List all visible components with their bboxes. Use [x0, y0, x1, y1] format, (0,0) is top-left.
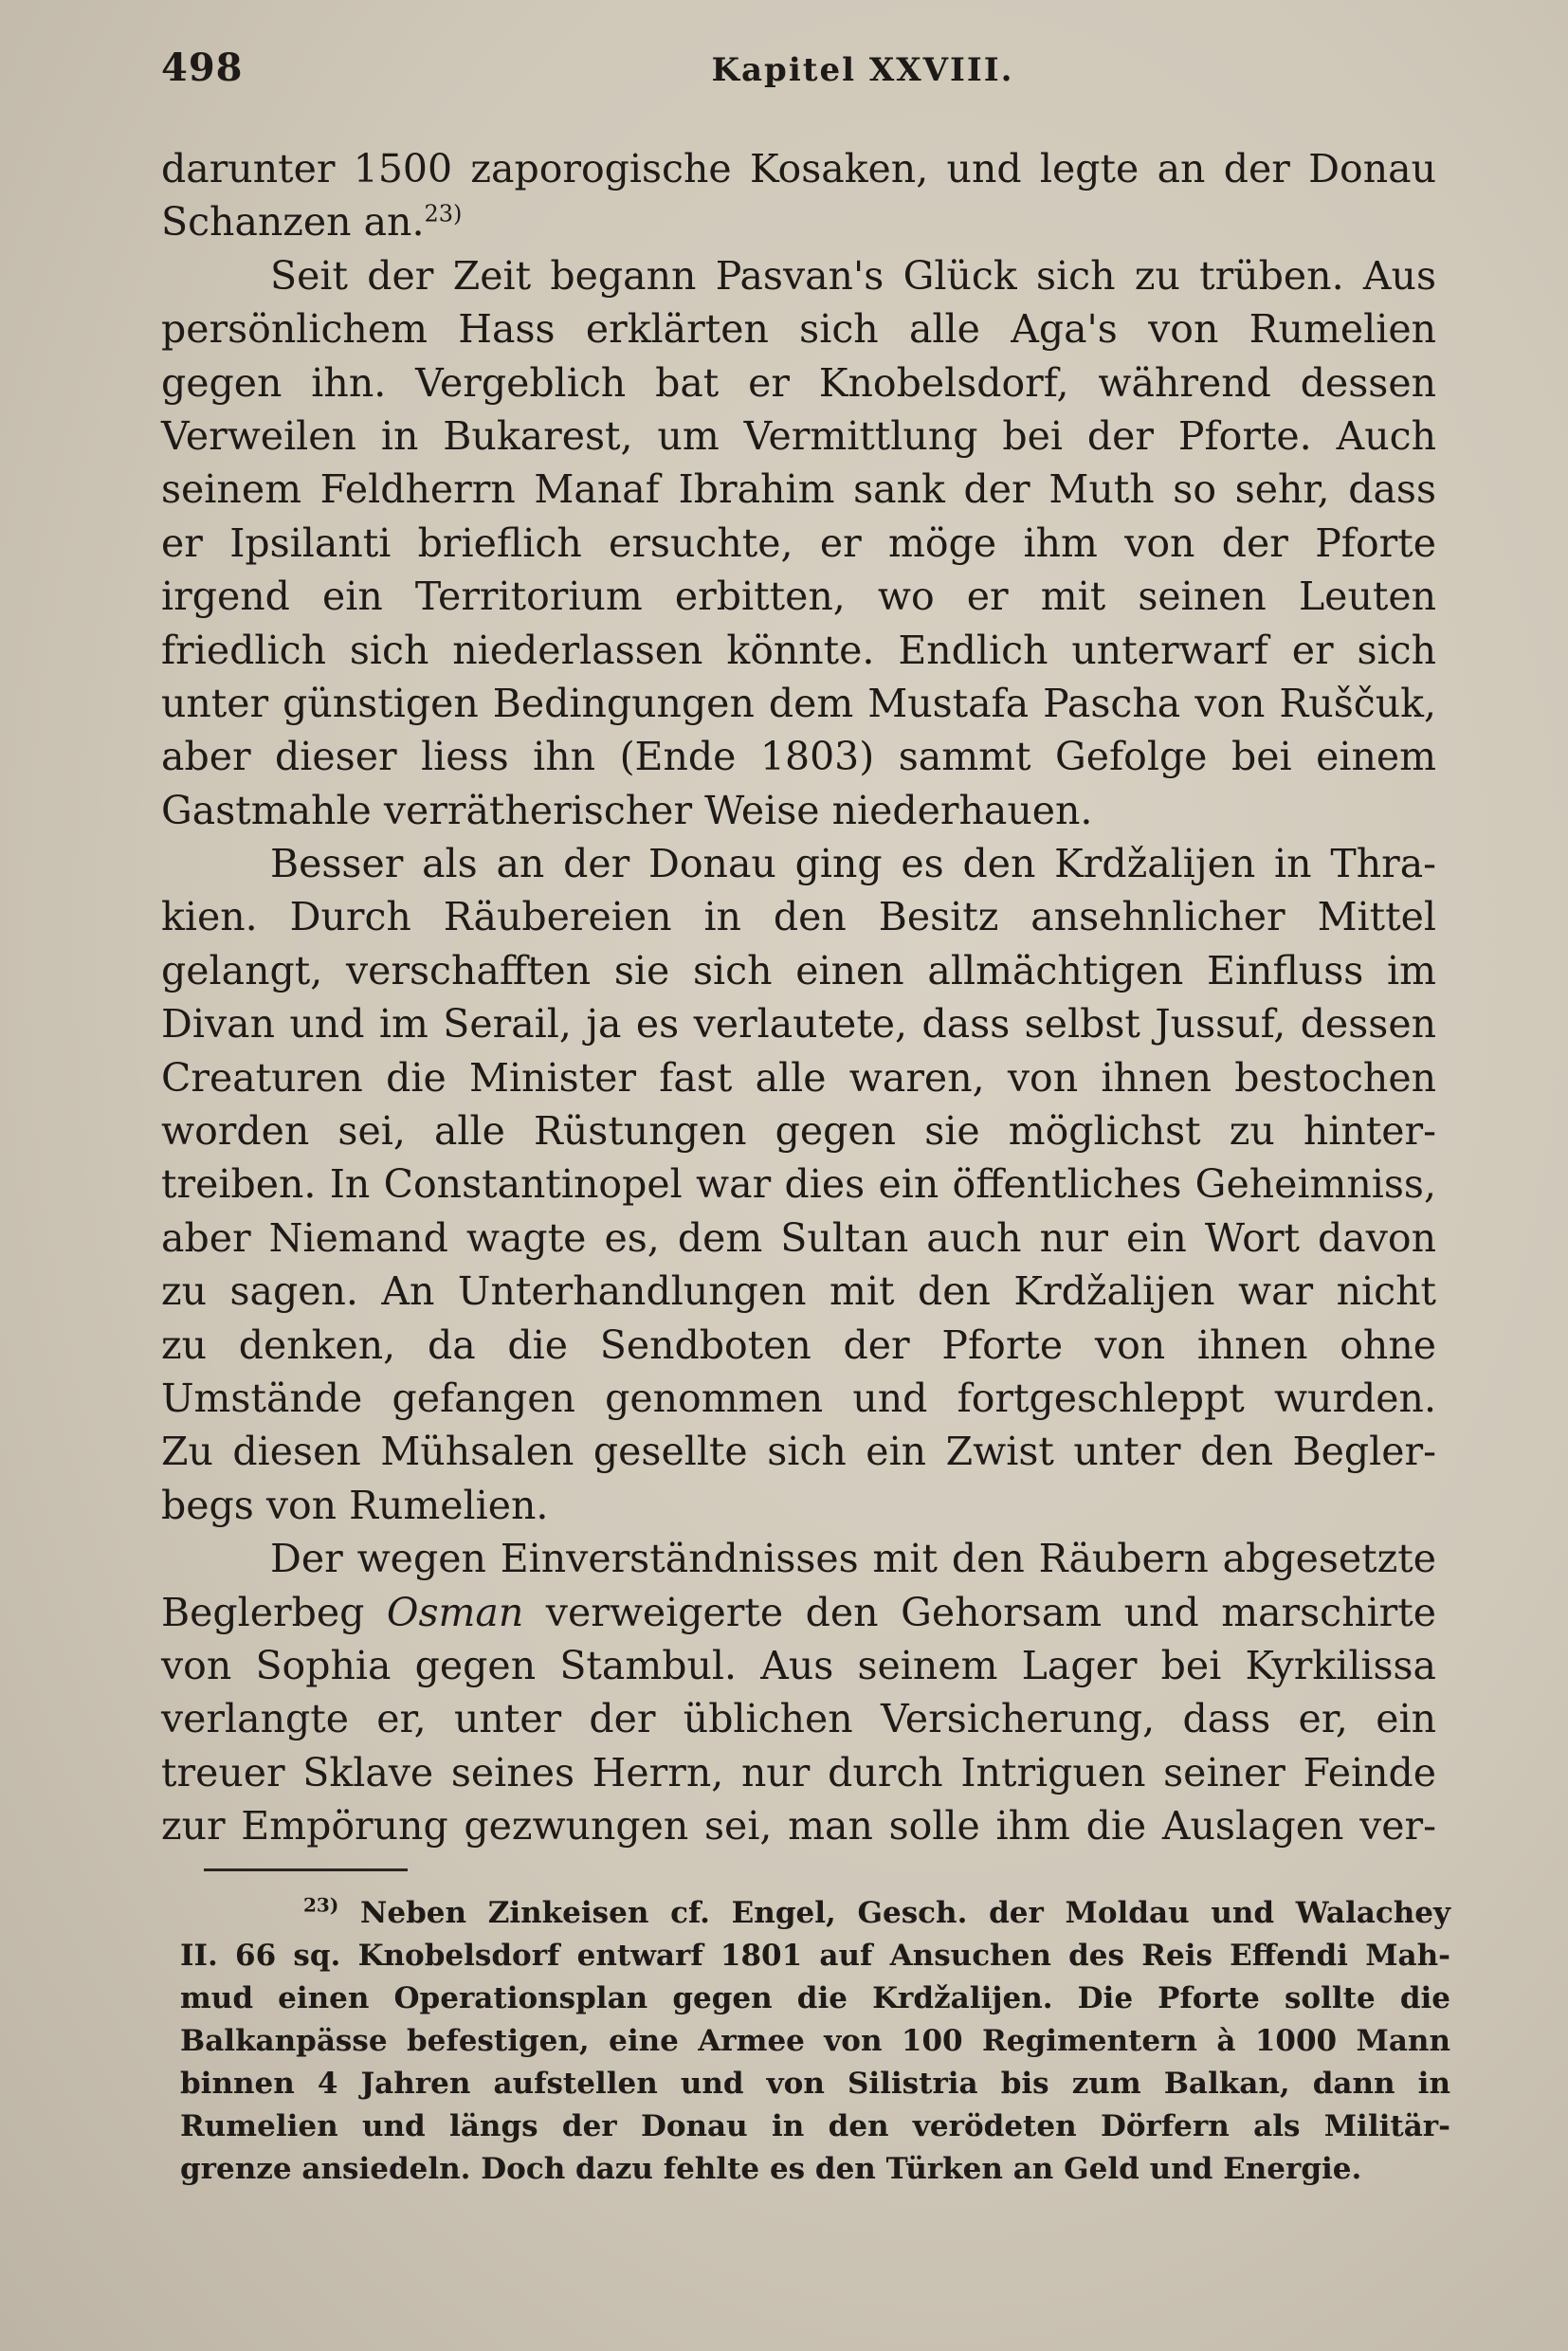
text-line: Verweilen in Bukarest, um Vermittlung bei der Pforte. Auch — [161, 412, 1436, 459]
footnote-ref: 23) — [424, 200, 463, 228]
text-line: zu sagen. An Unterhandlungen mit den Krdžalijen war nicht — [161, 1268, 1436, 1315]
footnote-line: Balkanpässe befestigen, eine Armee von 100 Regimentern à 1000 Mann — [180, 2024, 1450, 2058]
text-line: Umstände gefangen genommen und fortgeschleppt wurden. — [161, 1375, 1436, 1421]
text-line: darunter 1500 zaporogische Kosaken, und legte an der Donau — [161, 146, 1436, 191]
footnote-marker: 23) — [303, 1893, 339, 1917]
text-line: Besser als an der Donau ging es den Krdžalijen in Thra- — [270, 841, 1436, 887]
text-line: worden sei, alle Rüstungen gegen sie möglichst zu hinter- — [161, 1108, 1436, 1155]
page-header — [161, 46, 1422, 102]
text-fragment: Schanzen an. — [161, 199, 425, 246]
text-line: gelangt, verschafften sie sich einen allmächtigen Einfluss im — [161, 947, 1436, 993]
footnote-divider — [204, 1868, 408, 1871]
text-line: von Sophia gegen Stambul. Aus seinem Lager bei Kyrkilissa — [161, 1642, 1436, 1688]
text-line: Creaturen die Minister fast alle waren, von ihnen bestochen — [161, 1054, 1436, 1101]
text-line: Divan und im Serail, ja es verlautete, dass selbst Jussuf, dessen — [161, 1001, 1436, 1048]
text-line: unter günstigen Bedingungen dem Mustafa Pascha von Ruščuk, — [161, 680, 1436, 726]
text-line — [161, 195, 1436, 248]
text-fragment: verweigerte den Gehorsam und marschirte — [545, 1589, 1436, 1635]
footnote-line: Rumelien und längs der Donau in den verödeten Dörfern als Militär- — [180, 2109, 1450, 2143]
text-line: irgend ein Territorium erbitten, wo er mit seinen Leuten — [161, 574, 1436, 620]
text-line: gegen ihn. Vergeblich bat er Knobelsdorf, während dessen — [161, 359, 1436, 406]
text-line: aber dieser liess ihn (Ende 1803) sammt Gefolge bei einem — [161, 734, 1436, 780]
text-line: aber Niemand wagte es, dem Sultan auch nur ein Wort davon — [161, 1214, 1436, 1261]
text-line: zur Empörung gezwungen sei, man solle ihm die Auslagen ver- — [161, 1803, 1436, 1850]
text-line: persönlichem Hass erklärten sich alle Aga's von Rumelien — [161, 306, 1436, 353]
running-title: Kapitel XXVIII. — [711, 51, 1014, 89]
text-line: er Ipsilanti brieflich ersuchte, er möge ihm von der Pforte — [161, 519, 1436, 566]
text-line: friedlich sich niederlassen könnte. Endlich unterwarf er sich — [161, 627, 1436, 673]
page-number: 498 — [161, 46, 244, 90]
text-line: verlangte er, unter der üblichen Versicherung, dass er, ein — [161, 1696, 1436, 1742]
text-line: treuer Sklave seines Herrn, nur durch Intriguen seiner Feinde — [161, 1749, 1436, 1795]
footnote-line — [180, 1892, 1450, 1935]
text-line — [161, 1586, 1436, 1639]
footnote-block — [180, 1892, 1450, 2191]
text-line: seinem Feldherrn Manaf Ibrahim sank der Muth so sehr, dass — [161, 466, 1436, 513]
text-fragment: Neben Zinkeisen cf. Engel, Gesch. der Moldau und Walachey — [360, 1896, 1450, 1930]
footnote-line: II. 66 sq. Knobelsdorf entwarf 1801 auf Ansuchen des Reis Effendi Mah- — [180, 1939, 1450, 1973]
footnote-line: grenze ansiedeln. Doch dazu fehlte es den Türken an Geld und Energie. — [180, 2152, 1362, 2186]
main-text — [161, 142, 1436, 1853]
text-line: treiben. In Constantinopel war dies ein öffentliches Geheimniss, — [161, 1161, 1436, 1208]
text-line: kien. Durch Räubereien in den Besitz ansehnlicher Mittel — [161, 894, 1436, 940]
text-line: Der wegen Einverständnisses mit den Räubern abgesetzte — [270, 1536, 1436, 1582]
text-fragment: Beglerbeg — [161, 1589, 365, 1635]
text-line: begs von Rumelien. — [161, 1482, 549, 1528]
footnote-line: binnen 4 Jahren aufstellen und von Silistria bis zum Balkan, dann in — [180, 2067, 1450, 2101]
text-line: Gastmahle verrätherischer Weise niederhauen. — [161, 787, 1093, 833]
text-line: zu denken, da die Sendboten der Pforte von ihnen ohne — [161, 1321, 1436, 1368]
italic-name: Osman — [386, 1589, 524, 1635]
text-line: Zu diesen Mühsalen gesellte sich ein Zwist unter den Begler- — [161, 1429, 1436, 1475]
text-line: Seit der Zeit begann Pasvan's Glück sich zu trüben. Aus — [270, 252, 1436, 299]
footnote-line: mud einen Operationsplan gegen die Krdžalijen. Die Pforte sollte die — [180, 1981, 1450, 2015]
